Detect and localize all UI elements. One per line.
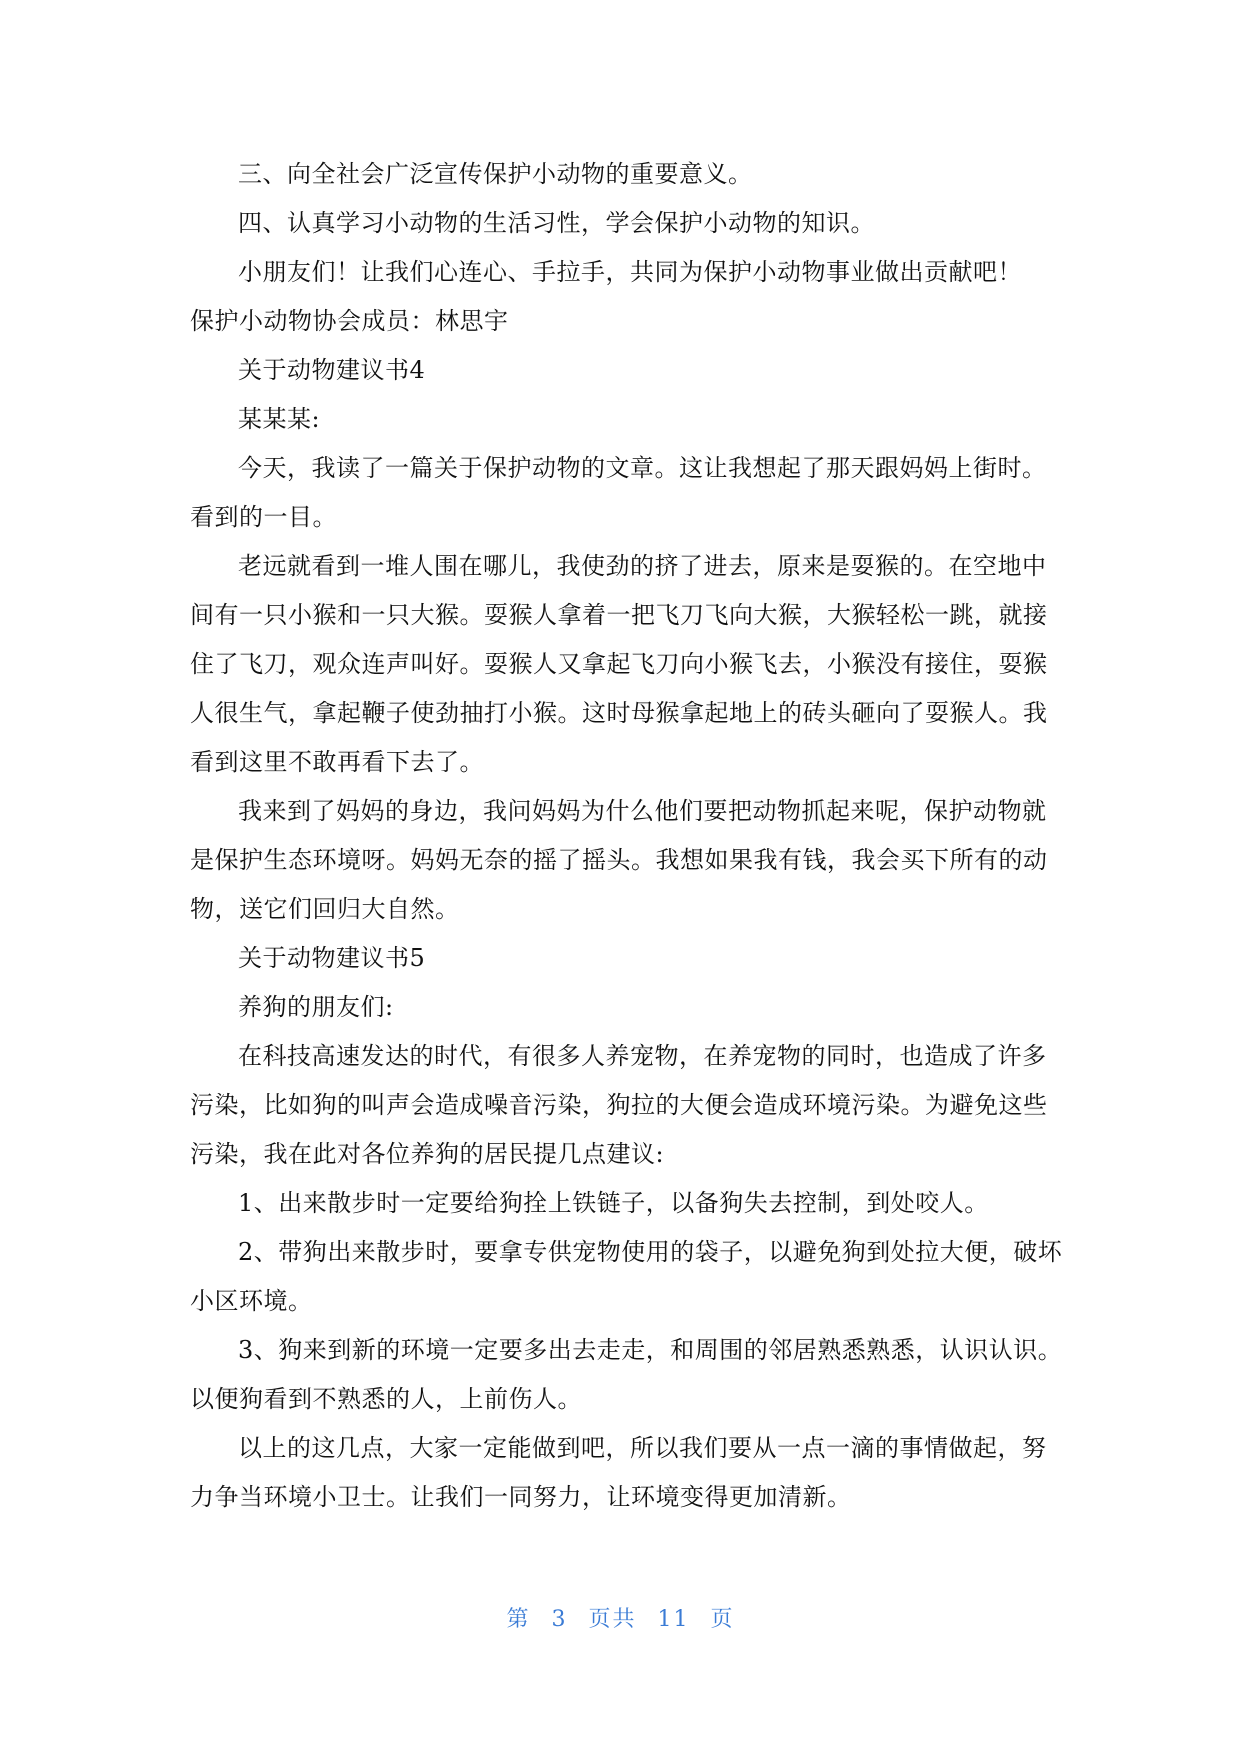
- suggestion-1: 1、出来散步时一定要给狗拴上铁链子，以备狗失去控制，到处咬人。: [238, 1189, 989, 1217]
- page-number-footer: 第 3 页共 11 页: [506, 1607, 735, 1632]
- salutation-4: 某某某:: [238, 405, 321, 433]
- salutation-5: 养狗的朋友们:: [238, 993, 394, 1021]
- paragraph-point-3: 三、向全社会广泛宣传保护小动物的重要意义。: [238, 160, 753, 188]
- suggestion-2: 2、带狗出来散步时，要拿专供宠物使用的袋子，以避免狗到处拉大便，破坏小区环境。: [190, 1238, 1063, 1315]
- paragraph-closing-5: 以上的这几点，大家一定能做到吧，所以我们要从一点一滴的事情做起，努力争当环境小卫士。让我们一同努力，让环境变得更加清新。: [190, 1434, 1047, 1511]
- signature-line: 保护小动物协会成员：林思宇: [190, 307, 509, 335]
- suggestion-3: 3、狗来到新的环境一定要多出去走走，和周围的邻居熟悉熟悉，认识认识。以便狗看到不熟悉的人，上前伤人。: [190, 1336, 1063, 1413]
- paragraph-appeal: 小朋友们！让我们心连心、手拉手，共同为保护小动物事业做出贡献吧！: [238, 258, 1022, 286]
- document-body: [190, 150, 1070, 1522]
- section-heading-4: 关于动物建议书4: [238, 356, 426, 384]
- paragraph-intro-4: 今天，我读了一篇关于保护动物的文章。这让我想起了那天跟妈妈上街时。看到的一目。: [190, 454, 1047, 531]
- paragraph-intro-5: 在科技高速发达的时代，有很多人养宠物，在养宠物的同时，也造成了许多污染，比如狗的叫声会造成噪音污染，狗拉的大便会造成环境污染。为避免这些污染，我在此对各位养狗的居民提几点建议:: [190, 1042, 1048, 1168]
- paragraph-story-4: 老远就看到一堆人围在哪儿，我使劲的挤了进去，原来是耍猴的。在空地中间有一只小猴和一只大猴。耍猴人拿着一把飞刀飞向大猴，大猴轻松一跳，就接住了飞刀，观众连声叫好。耍猴人又拿起飞刀向小猴飞去，小猴没有接住，耍猴人很生气，拿起鞭子使劲抽打小猴。这时母猴拿起地上的砖头砸向了耍猴人。我看到这里不敢再看下去了。: [190, 552, 1048, 776]
- paragraph-conclusion-4: 我来到了妈妈的身边，我问妈妈为什么他们要把动物抓起来呢，保护动物就是保护生态环境呀。妈妈无奈的摇了摇头。我想如果我有钱，我会买下所有的动物，送它们回归大自然。: [190, 797, 1048, 923]
- paragraph-point-4: 四、认真学习小动物的生活习性，学会保护小动物的知识。: [238, 209, 875, 237]
- section-heading-5: 关于动物建议书5: [238, 944, 426, 972]
